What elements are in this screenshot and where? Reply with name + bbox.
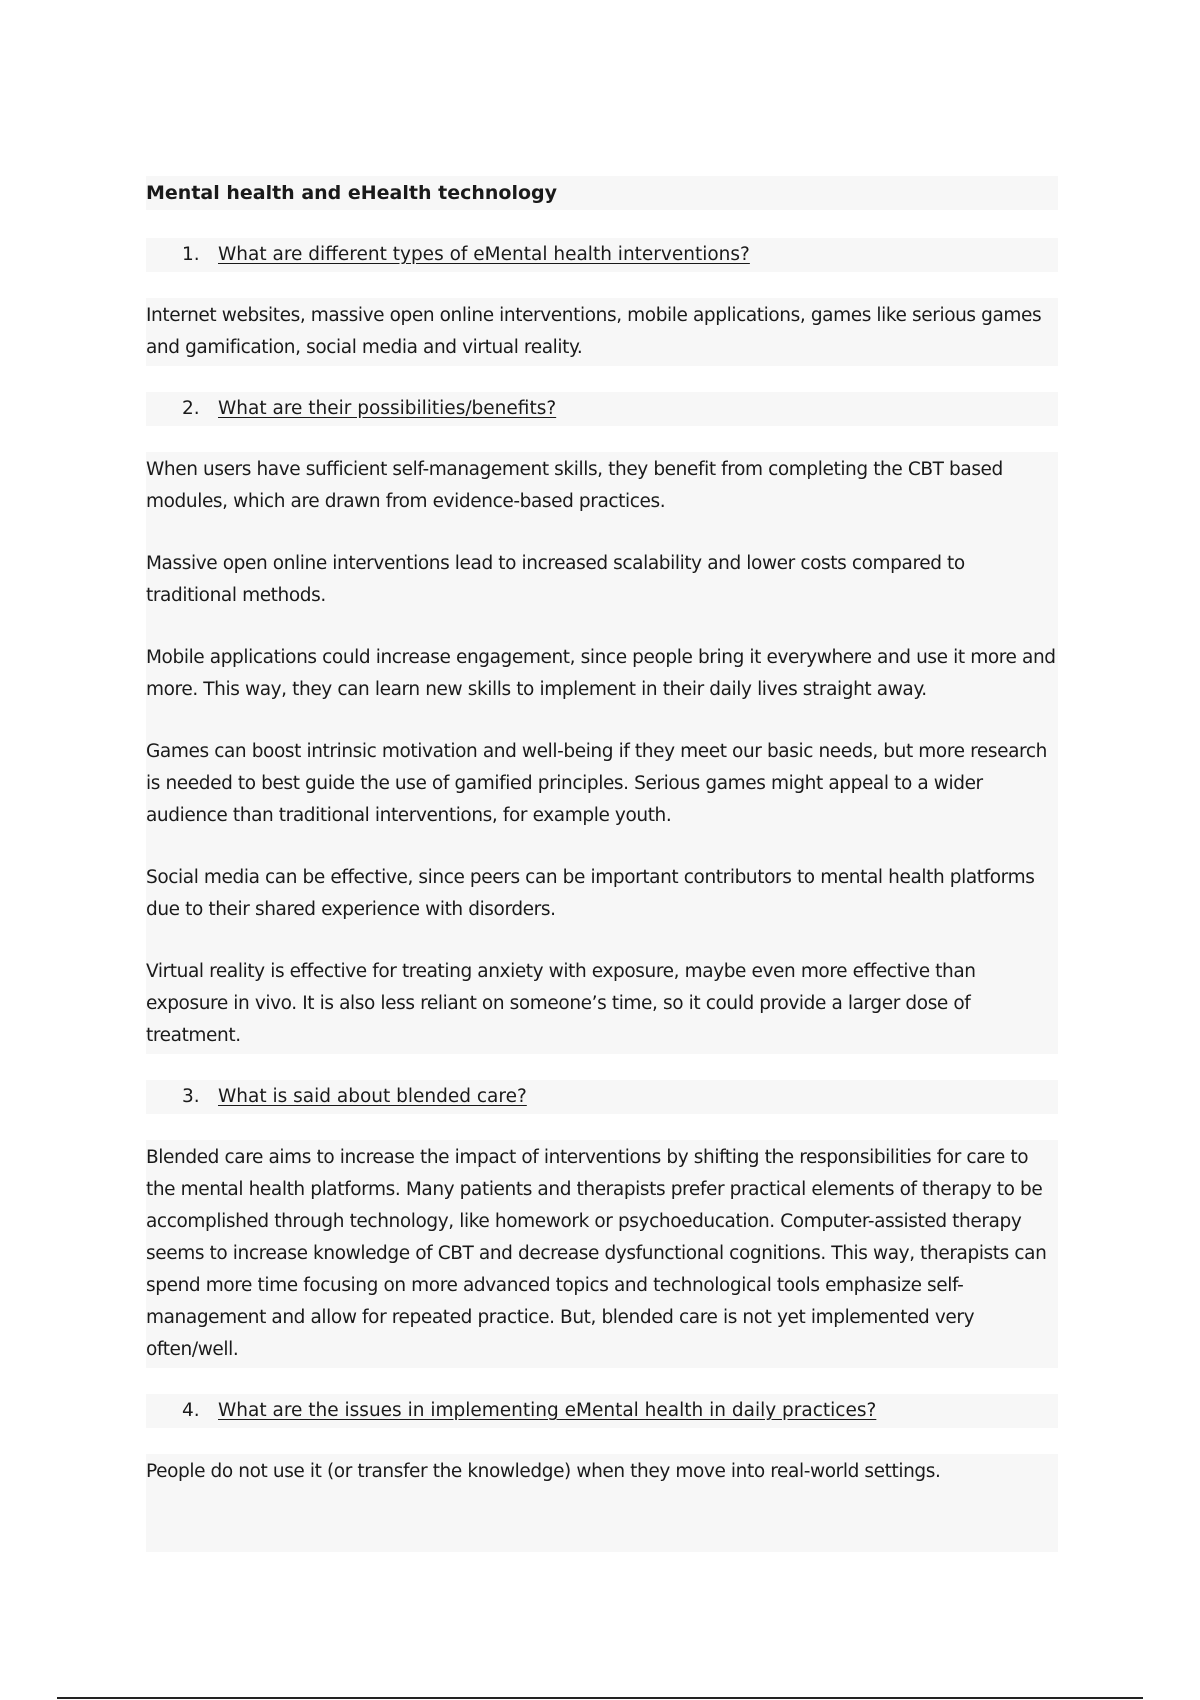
question-text: What are their possibilities/benefits? [218,398,557,419]
document-title: Mental health and eHealth technology [146,176,1058,210]
question-4 [146,1394,1058,1428]
answer-1 [146,298,1058,366]
answer-paragraph: Internet websites, massive open online interventions, mobile applications, games like serious games and gamification, social media and virtual reality. [146,305,1042,358]
answer-paragraph: People do not use it (or transfer the knowledge) when they move into real-world settings. [146,1461,941,1482]
question-text: What is said about blended care? [218,1086,527,1107]
answer-paragraph: Massive open online interventions lead to increased scalability and lower costs compared to traditional methods. [146,553,965,606]
answer-paragraph: Social media can be effective, since peers can be important contributors to mental health platforms due to their shared experience with disorders. [146,867,1035,920]
answer-paragraph: When users have sufficient self-management skills, they benefit from completing the CBT based modules, which are drawn from evidence-based practices. [146,459,1003,512]
document-page [146,176,1058,1552]
answer-paragraph: Virtual reality is effective for treating anxiety with exposure, maybe even more effective than exposure in vivo. It is also less reliant on someone’s time, so it could provide a larger dose of treatment. [146,961,976,1046]
question-number: 1. [182,244,200,265]
question-number: 2. [182,398,200,419]
answer-3 [146,1140,1058,1368]
page-bottom-rule [57,1697,1143,1699]
answer-4 [146,1454,1058,1552]
question-number: 3. [182,1086,200,1107]
question-text: What are the issues in implementing eMental health in daily practices? [218,1400,877,1421]
answer-2 [146,452,1058,1054]
answer-paragraph: Games can boost intrinsic motivation and well-being if they meet our basic needs, but more research is needed to best guide the use of gamified principles. Serious games might appeal to a wider audience than traditional interventions, for example youth. [146,741,1047,826]
answer-paragraph: Mobile applications could increase engagement, since people bring it everywhere and use it more and more. This way, they can learn new skills to implement in their daily lives straight away. [146,647,1056,700]
question-1 [146,238,1058,272]
question-3 [146,1080,1058,1114]
question-number: 4. [182,1400,200,1421]
question-2 [146,392,1058,426]
answer-paragraph: Blended care aims to increase the impact of interventions by shifting the responsibilities for care to the mental health platforms. Many patients and therapists prefer practical elements of therapy to be accomplished through technology, like homework or psychoeducation. Computer-assisted therapy seems to increase knowledge of CBT and decrease dysfunctional cognitions. This way, therapists can spend more time focusing on more advanced topics and technological tools emphasize self-management and allow for repeated practice. But, blended care is not yet implemented very often/well. [146,1147,1047,1360]
question-text: What are different types of eMental health interventions? [218,244,750,265]
